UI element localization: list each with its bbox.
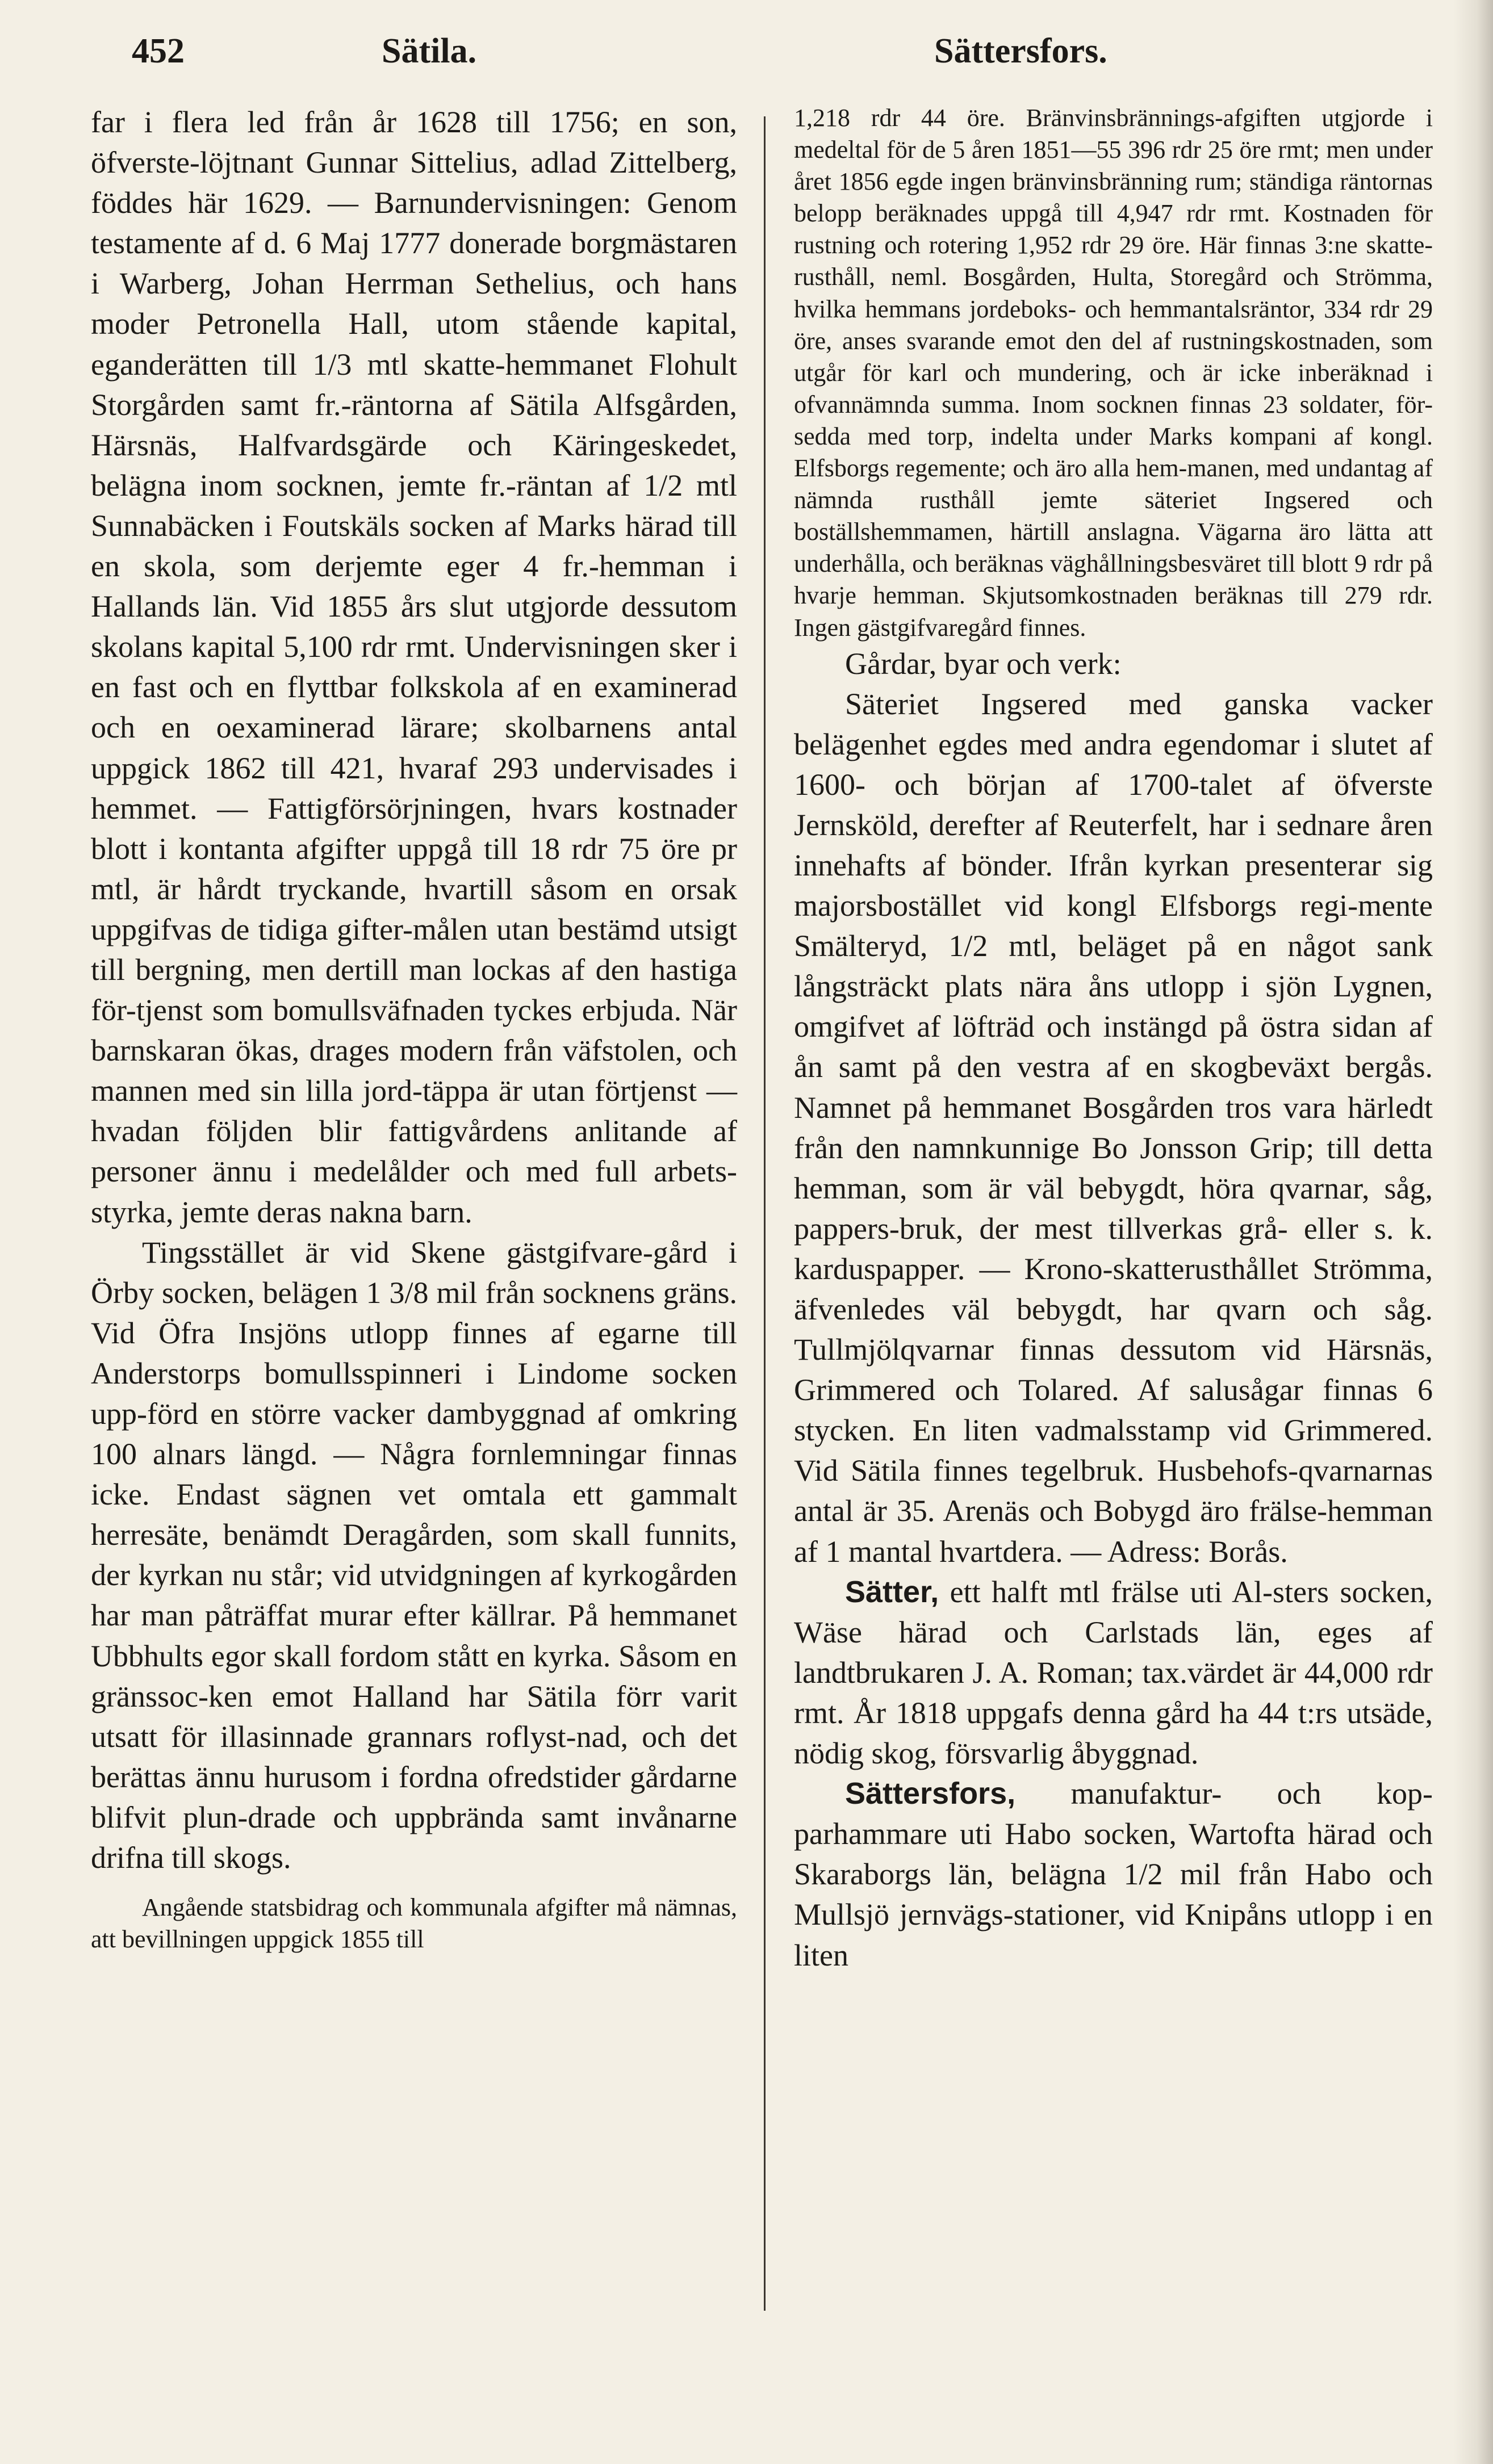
footnote: Angående statsbidrag och kommunala afgifter må nämnas, att bevillningen uppgick 1855 till [91, 1893, 737, 1954]
entry-satter [794, 1572, 1433, 1774]
left-paragraph-court: Tingsstället är vid Skene gästgifvare-gård i Örby socken, belägen 1 3/8 mil från socknens gräns. Vid Öfra Insjöns utlopp finnes af egarne till Anderstorps bomullsspinneri i Lindome socken upp-förd en större vacker dambyggnad af omkring 100 alnars längd. — Några fornlemningar finnas icke. Endast sägnen vet omtala ett gammalt herresäte, benämdt Deragården, som skall funnits, der kyrkan nu står; vid utvidgningen af kyrkogården har man påträffat murar efter källrar. På hemmanet Ubbhults egor skall fordom stått en kyrka. Såsom en gränssoc-ken emot Halland har Sätila förr varit utsatt för illasinnade grannars roflyst-nad, och det berättas ännu hurusom i fordna ofredstider gårdarne blifvit plun-drade och uppbrända samt invånarne drifna till skogs. [91, 1235, 737, 1875]
right-paragraph-taxes: 1,218 rdr 44 öre. Bränvinsbrännings-afgiften utgjorde i medeltal för de 5 åren 1851—55 396 rdr 25 öre rmt; men under året 1856 egde ingen bränvinsbränning rum; ständiga räntornas belopp beräknades uppgå till 4,947 rdr rmt. Kostnaden för rustning och rotering 1,952 rdr 29 öre. Här finnas 3:ne skatte-rusthåll, neml. Bosgården, Hulta, Storegård och Strömma, hvilka hemmans jordeboks- och hemmantalsräntor, 334 rdr 29 öre, anses svarande emot den del af rustningskostnaden, som utgår för karl och mundering, och är icke inberäknad i ofvannämnda summa. Inom socknen finnas 23 soldater, för-sedda med torp, indelta under Marks kompani af kongl. Elfsborgs regemente; och äro alla hem-manen, med undantag af nämnda rusthåll jemte säteriet Ingsered och boställshemmamen, härtill anslagna. Vägarna äro lätta att underhålla, och beräknas väghållningsbesväret till blott 9 rdr på hvarje hemman. Skjutsomkostnaden beräknas till 279 rdr. Ingen gästgifvaregård finnes. [794, 104, 1433, 642]
running-head-right: Sättersfors. [934, 32, 1107, 70]
left-paragraph-education: far i flera led från år 1628 till 1756; en son, öfverste-löjtnant Gunnar Sittelius, adlad Zittelberg, föddes här 1629. — Barnundervisningen: Genom testamente af d. 6 Maj 1777 donerade borgmästaren i Warberg, Johan Herrman Sethelius, och hans moder Petronella Hall, utom stående kapital, eganderätten till 1/3 mtl skatte-hemmanet Flohult Storgården samt fr.-räntorna af Sätila Alfsgården, Härsnäs, Halfvardsgärde och Käringeskedet, belägna inom socknen, jemte fr.-räntan af 1/2 mtl Sunnabäcken i Foutskäls socken af Marks härad till en skola, som derjemte eger 4 fr.-hemman i Hallands län. Vid 1855 års slut utgjorde dessutom skolans kapital 5,100 rdr rmt. Undervisningen sker i en fast och en flyttbar folkskola af en examinerad och en oexaminerad lärare; skolbarnens antal uppgick 1862 till 421, hvaraf 293 undervisades i hemmet. — Fattigförsörjningen, hvars kostnader blott i kontanta afgifter uppgå till 18 rdr 75 öre pr mtl, är hårdt tryckande, hvartill såsom en orsak uppgifvas de tidiga gifter-målen utan bestämd utsigt till bergning, men dertill man lockas af den hastiga för-tjenst som bomullsväfnaden tyckes erbjuda. När barnskaran ökas, drages modern från väfstolen, och mannen med sin lilla jord-täppa är utan förtjenst — hvadan följden blir fattigvårdens anlitande af personer ännu i medelålder och med full arbets-styrka, jemte deras nakna barn. [91, 105, 737, 1229]
running-head-left: Sätila. [382, 32, 477, 70]
section-heading: Gårdar, byar och verk: [845, 646, 1122, 681]
entry-satter-title: Sätter, [845, 1574, 939, 1609]
left-column [91, 102, 737, 1980]
page-header [0, 31, 1493, 94]
entry-sattersfors [794, 1774, 1433, 1975]
column-divider [764, 116, 766, 2311]
right-paragraph-estates: Säteriet Ingsered med ganska vacker belägenhet egdes med andra egendomar i slutet af 1600- och början af 1700-talet af öfverste Jernsköld, derefter af Reuterfelt, har i sednare åren innehafts af bönder. Ifrån kyrkan presenterar sig majorsbostället vid kongl Elfsborgs regi-mente Smälteryd, 1/2 mtl, beläget på en något sank långsträckt plats nära åns utlopp i sjön Lygnen, omgifvet af löfträd och instängd på östra sidan af ån samt på den vestra af en skogbeväxt bergås. Namnet på hemmanet Bosgården tros vara härledt från den namnkunnige Bo Jonsson Grip; till detta hemman, som är väl bebygdt, höra qvarnar, såg, pappers-bruk, der mest tillverkas grå- eller s. k. karduspapper. — Krono-skatterusthållet Strömma, äfvenledes väl bebygdt, har qvarn och såg. Tullmjölqvarnar finnas dessutom vid Härsnäs, Grimmered och Tolared. Af salusågar finnas 6 stycken. En liten vadmalsstamp vid Grimmered. Vid Sätila finnes tegelbruk. Husbehofs-qvarnarnas antal är 35. Arenäs och Bobygd äro frälse-hemman af 1 mantal hvartdera. — Adress: Borås. [794, 686, 1433, 1569]
entry-satter-text: ett halft mtl frälse uti Al-sters socken, Wäse härad och Carlstads län, eges af landtbrukaren J. A. Roman; tax.värdet är 44,000 rdr rmt. År 1818 uppgafs denna gård ha 44 t:rs utsäde, nödig skog, försvarlig åbyggnad. [794, 1574, 1433, 1771]
right-column [794, 102, 1433, 1976]
entry-sattersfors-text: manufaktur- och kop-parhammare uti Habo socken, Wartofta härad och Skaraborgs län, belägna 1/2 mil från Habo och Mullsjö jernvägs-stationer, vid Knipåns utlopp i en liten [794, 1776, 1433, 1972]
page-number: 452 [132, 32, 185, 70]
entry-sattersfors-title: Sättersfors, [845, 1776, 1016, 1811]
page-edge-shadow [1453, 0, 1493, 2464]
